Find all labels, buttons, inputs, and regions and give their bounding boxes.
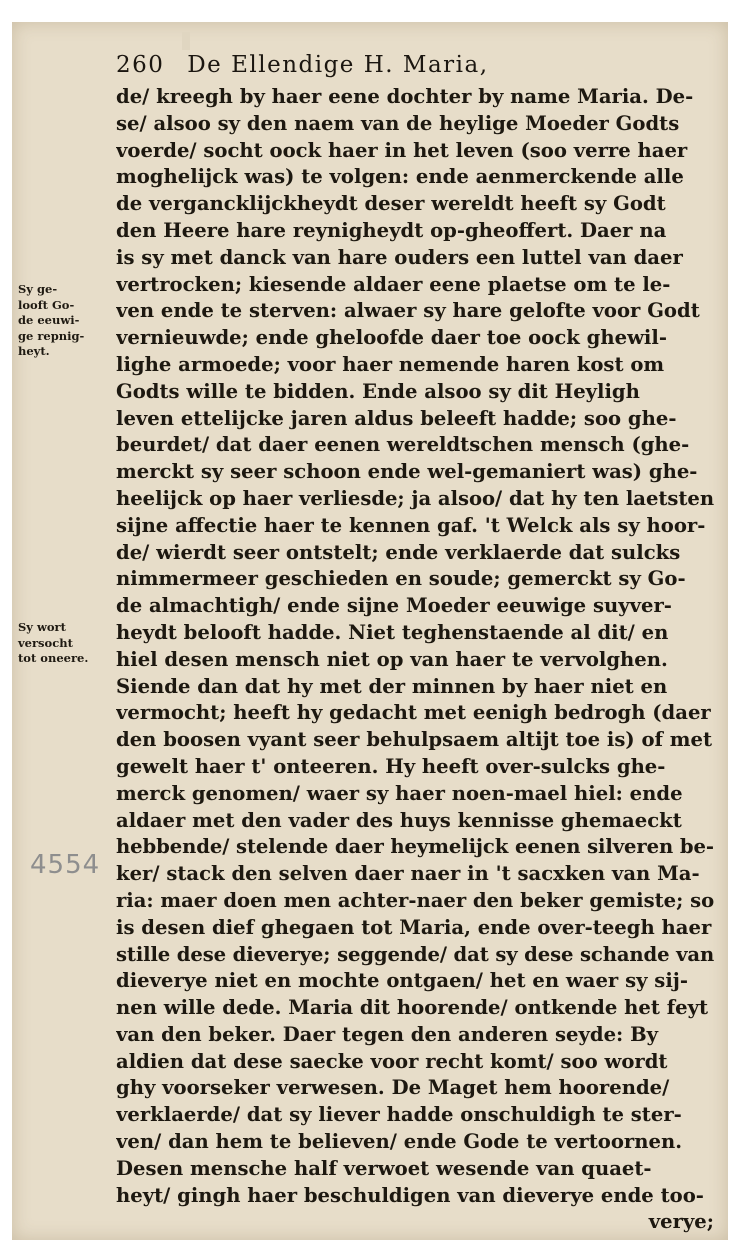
margin-note-tempted [18, 620, 114, 667]
text-line: hiel desen mensch niet op van haer te vervolghen. [116, 647, 668, 671]
text-line: se/ alsoo sy den naem van de heylige Moeder Godts [116, 111, 680, 135]
text-line: heyt/ gingh haer beschuldigen van dieverye ende too- [116, 1183, 704, 1207]
text-line: verklaerde/ dat sy liever hadde onschuldigh te ster- [116, 1103, 682, 1127]
text-line: Godts wille te bidden. Ende alsoo sy dit Heyligh [116, 379, 640, 403]
text-line: dieverye niet en mochte ontgaen/ het en waer sy sij- [116, 969, 689, 993]
margin-note-line: Sy ge- [18, 282, 58, 296]
text-line: van den beker. Daer tegen den anderen seyde: By [116, 1022, 659, 1046]
text-line: is desen dief ghegaen tot Maria, ende over-teegh haer [116, 915, 712, 939]
pencil-inventory-number: 4554 [30, 850, 101, 880]
margin-note-vow [18, 282, 114, 360]
text-line: ker/ stack den selven daer naer in 't sacxken van Ma- [116, 862, 700, 886]
catchword: verye; [648, 1210, 714, 1234]
text-line: gewelt haer t' onteeren. Hy heeft over-sulcks ghe- [116, 754, 666, 778]
text-line: ven ende te sterven: alwaer sy hare gelofte voor Godt [116, 299, 700, 323]
text-line: Siende dan dat hy met der minnen by haer niet en [116, 674, 668, 698]
text-line: vertrocken; kiesende aldaer eene plaetse om te le- [116, 272, 671, 296]
text-line: voerde/ socht oock haer in het leven (soo verre haer [116, 138, 688, 162]
text-line: den boosen vyant seer behulpsaem altijt toe is) of met [116, 728, 713, 752]
text-line: stille dese dieverye; seggende/ dat sy dese schande van [116, 942, 714, 966]
text-line: de/ kreegh by haer eene dochter by name Maria. De- [116, 85, 694, 108]
text-line: aldaer met den vader des huys kennisse ghemaeckt [116, 808, 682, 832]
text-line: beurdet/ dat daer eenen wereldtschen mensch (ghe- [116, 433, 690, 457]
text-line: nen wille dede. Maria dit hoorende/ ontkende het feyt [116, 996, 709, 1020]
text-line: aldien dat dese saecke voor recht komt/ soo wordt [116, 1049, 668, 1073]
margin-note-line: de eeuwi- [18, 313, 80, 327]
text-line: ria: maer doen men achter-naer den beker gemiste; so [116, 888, 714, 912]
text-line: nimmermeer geschieden en soude; gemerckt sy Go- [116, 567, 686, 591]
margin-note-line: heyt. [18, 344, 50, 358]
text-line: leven ettelijcke jaren aldus beleeft hadde; soo ghe- [116, 406, 677, 430]
text-line: hebbende/ stelende daer heymelijck eenen silveren be- [116, 835, 714, 859]
text-line: vernieuwde; ende gheloofde daer toe oock ghewil- [116, 326, 667, 350]
text-line: merckt sy seer schoon ende wel-gemaniert was) ghe- [116, 460, 698, 484]
text-line: Desen mensche half verwoet wesende van quaet- [116, 1156, 652, 1180]
text-line: heelijck op haer verliesde; ja alsoo/ dat hy ten laetsten [116, 486, 714, 510]
text-line: lighe armoede; voor haer nemende haren kost om [116, 352, 665, 376]
text-line: den Heere hare reynigheydt op-gheoffert. Daer na [116, 218, 667, 242]
margin-note-line: tot oneere. [18, 651, 89, 665]
margin-note-line: Sy wort [18, 620, 66, 634]
text-line: sijne affectie haer te kennen gaf. 't Welck als sy hoor- [116, 513, 706, 537]
text-line: heydt belooft hadde. Niet teghenstaende al dit/ en [116, 620, 669, 644]
text-line: de vergancklijckheydt deser wereldt heeft sy Godt [116, 192, 666, 216]
text-line: vermocht; heeft hy gedacht met eenigh bedrogh (daer [116, 701, 711, 725]
text-line: merck genomen/ waer sy haer noen-mael hiel: ende [116, 781, 683, 805]
paper-tab [182, 32, 190, 50]
text-line: de almachtigh/ ende sijne Moeder eeuwige suyver- [116, 594, 672, 618]
text-line: moghelijck was) te volgen: ende aenmerckende alle [116, 165, 684, 189]
margin-note-line: looft Go- [18, 297, 75, 312]
text-line: de/ wierdt seer ontstelt; ende verklaerde dat sulcks [116, 540, 681, 564]
running-title: De Ellendige H. Maria, [187, 52, 489, 78]
running-header [116, 52, 716, 78]
body-text [116, 84, 714, 1236]
page-number: 260 [116, 52, 165, 78]
margin-note-line: ge repnig- [18, 328, 85, 343]
text-line: ghy voorseker verwesen. De Maget hem hoorende/ [116, 1076, 670, 1100]
margin-note-line: versocht [18, 635, 73, 650]
text-line: is sy met danck van hare ouders een luttel van daer [116, 245, 683, 269]
text-line: ven/ dan hem te believen/ ende Gode te vertoornen. [116, 1130, 683, 1154]
